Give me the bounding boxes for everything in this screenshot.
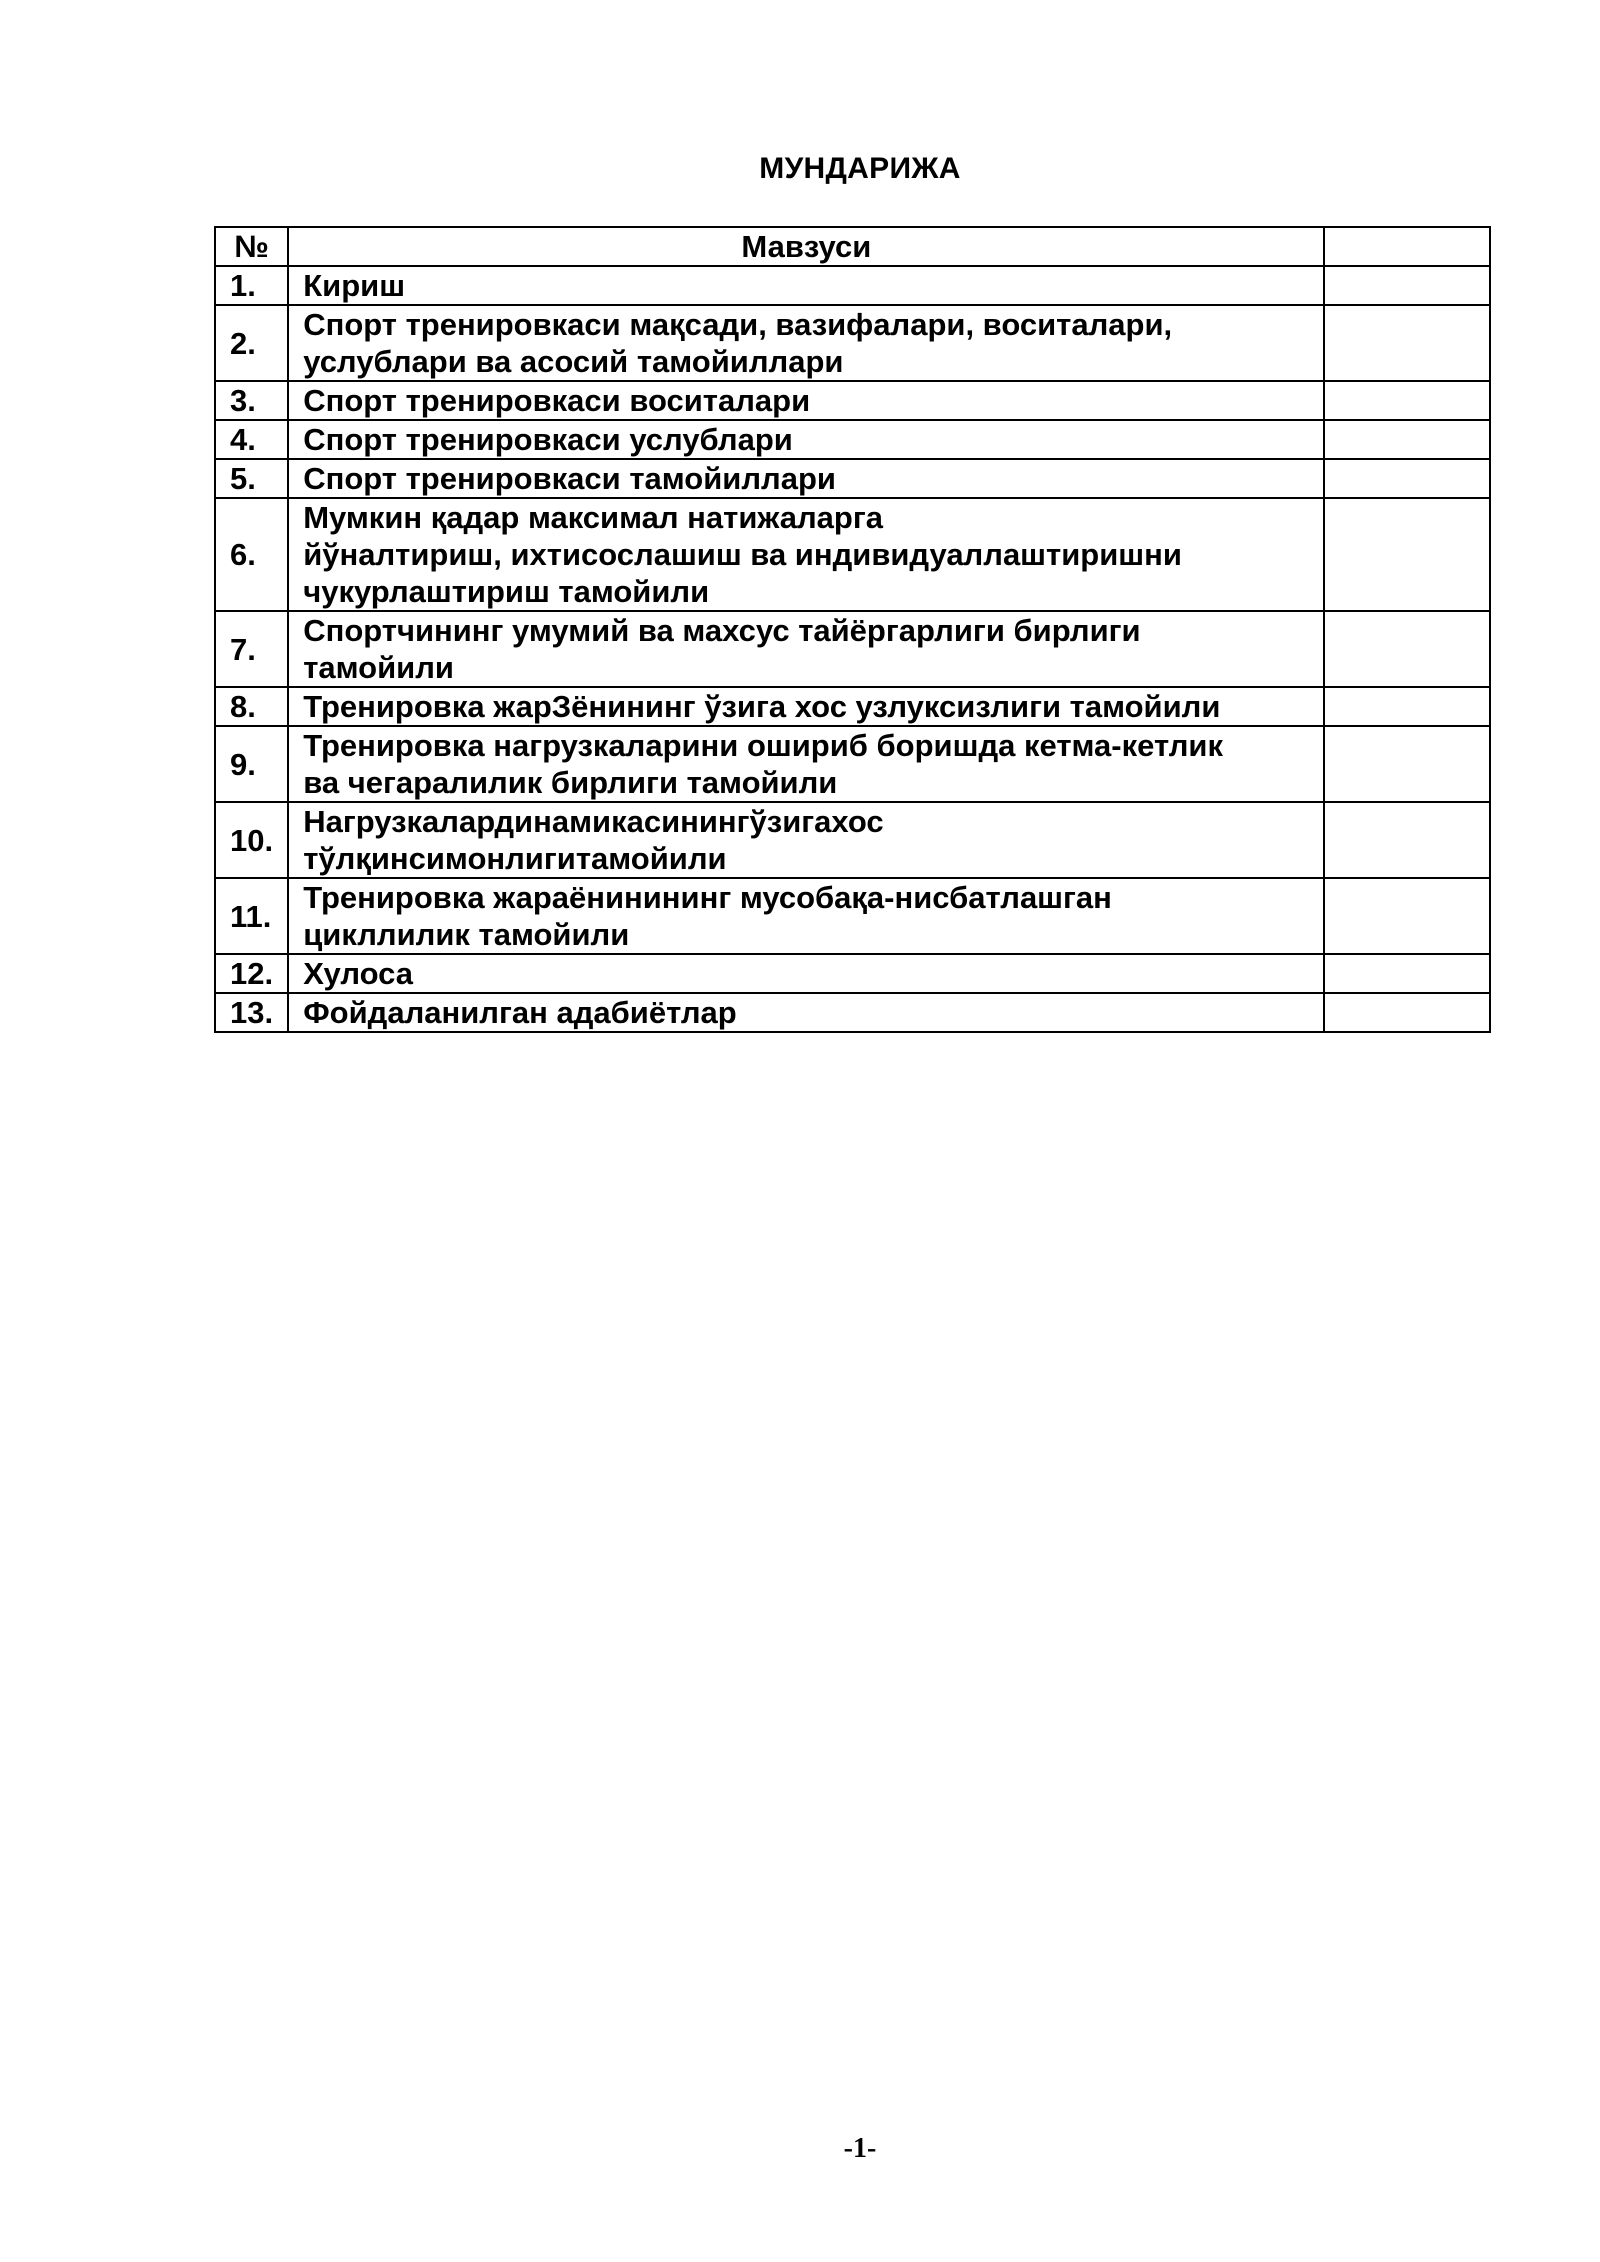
row-number: 1. xyxy=(215,266,288,305)
row-page xyxy=(1324,954,1490,993)
topic-line: Тренировка жарЗёнининг ўзига хос узлуксизлиги тамойили xyxy=(303,689,1221,724)
topic-line: ва чегаралилик бирлиги тамойили xyxy=(303,765,838,800)
topic-line: цикллилик тамойили xyxy=(303,917,630,952)
row-topic xyxy=(288,954,1324,993)
row-topic xyxy=(288,611,1324,687)
row-topic xyxy=(288,381,1324,420)
row-number: 4. xyxy=(215,420,288,459)
topic-line: Спорт тренировкаси услублари xyxy=(303,422,793,457)
table-row xyxy=(215,802,1490,878)
table-row xyxy=(215,611,1490,687)
topic-line: чукурлаштириш тамойили xyxy=(303,574,710,609)
topic-line: Спорт тренировкаси мақсади, вазифалари, воситалари, xyxy=(303,307,1173,342)
topic-line: Кириш xyxy=(303,268,406,303)
row-topic xyxy=(288,305,1324,381)
topic-line: Фойдаланилган адабиётлар xyxy=(303,995,737,1030)
row-page xyxy=(1324,878,1490,954)
table-row xyxy=(215,305,1490,381)
table-row xyxy=(215,498,1490,611)
header-page xyxy=(1324,227,1490,266)
topic-line: Хулоса xyxy=(303,956,413,991)
row-topic xyxy=(288,420,1324,459)
row-page xyxy=(1324,498,1490,611)
toc-table xyxy=(214,226,1491,1033)
row-number: 12. xyxy=(215,954,288,993)
row-page xyxy=(1324,459,1490,498)
row-topic xyxy=(288,459,1324,498)
topic-line: Нагрузкалардинамикасинингўзигахос xyxy=(303,804,884,839)
row-number: 13. xyxy=(215,993,288,1032)
row-number: 11. xyxy=(215,878,288,954)
row-number: 7. xyxy=(215,611,288,687)
row-page xyxy=(1324,726,1490,802)
table-row xyxy=(215,381,1490,420)
table-row xyxy=(215,993,1490,1032)
topic-line: Мумкин қадар максимал натижаларга xyxy=(303,500,884,535)
header-topic: Мавзуси xyxy=(288,227,1324,266)
topic-line: Спорт тренировкаси тамойиллари xyxy=(303,461,836,496)
header-number: № xyxy=(215,227,288,266)
table-row xyxy=(215,459,1490,498)
row-page xyxy=(1324,611,1490,687)
row-topic xyxy=(288,498,1324,611)
topic-line: Тренировка жараёнинининг мусобақа-нисбатлашган xyxy=(303,880,1112,915)
topic-line: Спорт тренировкаси воситалари xyxy=(303,383,811,418)
row-topic xyxy=(288,726,1324,802)
row-page xyxy=(1324,802,1490,878)
table-row xyxy=(215,420,1490,459)
row-topic xyxy=(288,878,1324,954)
table-row xyxy=(215,726,1490,802)
row-number: 5. xyxy=(215,459,288,498)
row-number: 9. xyxy=(215,726,288,802)
row-topic xyxy=(288,687,1324,726)
toc-body xyxy=(215,266,1490,1032)
topic-line: тамойили xyxy=(303,650,454,685)
table-row xyxy=(215,266,1490,305)
table-row xyxy=(215,878,1490,954)
topic-line: услублари ва асосий тамойиллари xyxy=(303,344,844,379)
topic-line: Тренировка нагрузкаларини ошириб боришда кетма-кетлик xyxy=(303,728,1223,763)
toc-header-row xyxy=(215,227,1490,266)
row-page xyxy=(1324,993,1490,1032)
table-row xyxy=(215,687,1490,726)
page-number: -1- xyxy=(843,2133,877,2164)
row-topic xyxy=(288,993,1324,1032)
table-row xyxy=(215,954,1490,993)
row-topic xyxy=(288,266,1324,305)
row-page xyxy=(1324,381,1490,420)
topic-line: йўналтириш, ихтисослашиш ва индивидуаллаштиришни xyxy=(303,537,1182,572)
row-number: 8. xyxy=(215,687,288,726)
row-page xyxy=(1324,305,1490,381)
topic-line: Спортчининг умумий ва махсус тайёргарлиги бирлиги xyxy=(303,613,1141,648)
row-page xyxy=(1324,687,1490,726)
page-title: МУНДАРИЖА xyxy=(759,152,961,185)
row-page xyxy=(1324,266,1490,305)
topic-line: тўлқинсимонлигитамойили xyxy=(303,841,727,876)
row-number: 2. xyxy=(215,305,288,381)
row-number: 6. xyxy=(215,498,288,611)
row-page xyxy=(1324,420,1490,459)
row-number: 10. xyxy=(215,802,288,878)
row-number: 3. xyxy=(215,381,288,420)
row-topic xyxy=(288,802,1324,878)
